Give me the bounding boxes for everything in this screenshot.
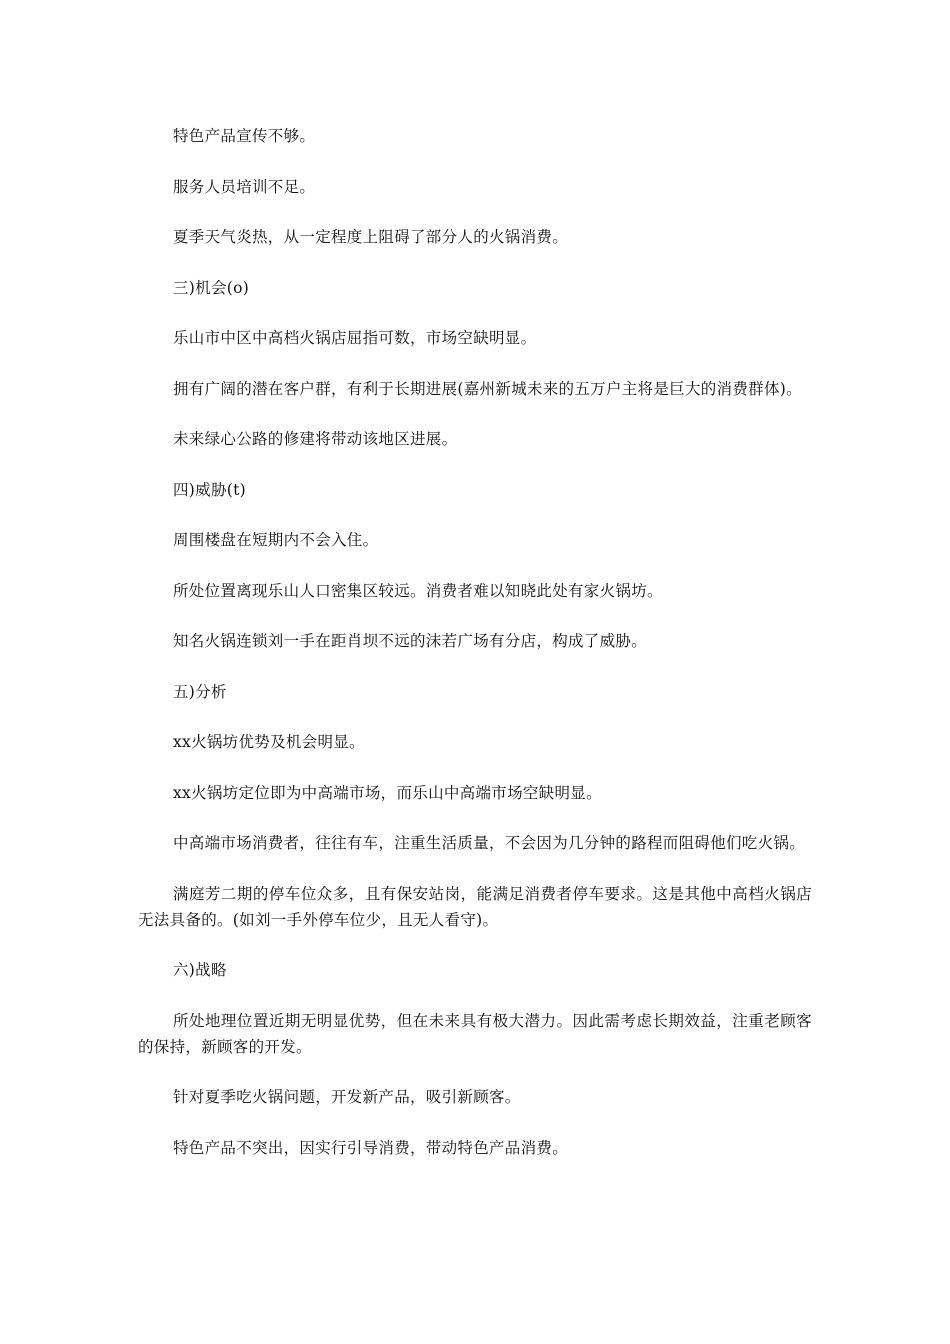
paragraph: 夏季天气炎热，从一定程度上阻碍了部分人的火锅消费。 — [173, 228, 569, 246]
section-heading-analysis: 五)分析 — [173, 682, 227, 701]
paragraph: 拥有广阔的潜在客户群，有利于长期进展(嘉州新城未来的五万户主将是巨大的消费群体)。 — [173, 379, 802, 398]
section-heading-strategy: 六)战略 — [173, 961, 227, 979]
paragraph: 满庭芳二期的停车位众多，且有保安站岗，能满足消费者停车要求。这是其他中高档火锅店无法具备的。(如刘一手外停车位少，且无人看守)。 — [138, 884, 812, 929]
paragraph: 所处位置离现乐山人口密集区较远。消费者难以知晓此处有家火锅坊。 — [173, 581, 663, 600]
paragraph: 知名火锅连锁刘一手在距肖坝不远的沫若广场有分店，构成了威胁。 — [173, 632, 648, 650]
paragraph: 周围楼盘在短期内不会入住。 — [173, 531, 379, 549]
paragraph: 服务人员培训不足。 — [173, 177, 316, 196]
paragraph: xx火锅坊优势及机会明显。 — [173, 733, 365, 751]
section-heading-opportunity: 三)机会(o) — [173, 278, 250, 297]
paragraph: 针对夏季吃火锅问题，开发新产品，吸引新顾客。 — [173, 1088, 521, 1106]
paragraph: 乐山市中区中高档火锅店屈指可数，市场空缺明显。 — [173, 329, 537, 347]
paragraph: 特色产品宣传不够。 — [173, 127, 316, 145]
paragraph: 中高端市场消费者，往往有车，注重生活质量，不会因为几分钟的路程而阻碍他们吃火锅。 — [173, 834, 806, 852]
section-heading-threat: 四)威胁(t) — [173, 480, 246, 499]
paragraph: xx火锅坊定位即为中高端市场，而乐山中高端市场空缺明显。 — [173, 783, 602, 802]
document-body — [138, 123, 812, 1185]
paragraph: 所处地理位置近期无明显优势，但在未来具有极大潜力。因此需考虑长期效益，注重老顾客的保持，新顾客的开发。 — [138, 1011, 812, 1056]
paragraph: 未来绿心公路的修建将带动该地区进展。 — [173, 430, 458, 448]
paragraph: 特色产品不突出，因实行引导消费，带动特色产品消费。 — [173, 1138, 569, 1157]
